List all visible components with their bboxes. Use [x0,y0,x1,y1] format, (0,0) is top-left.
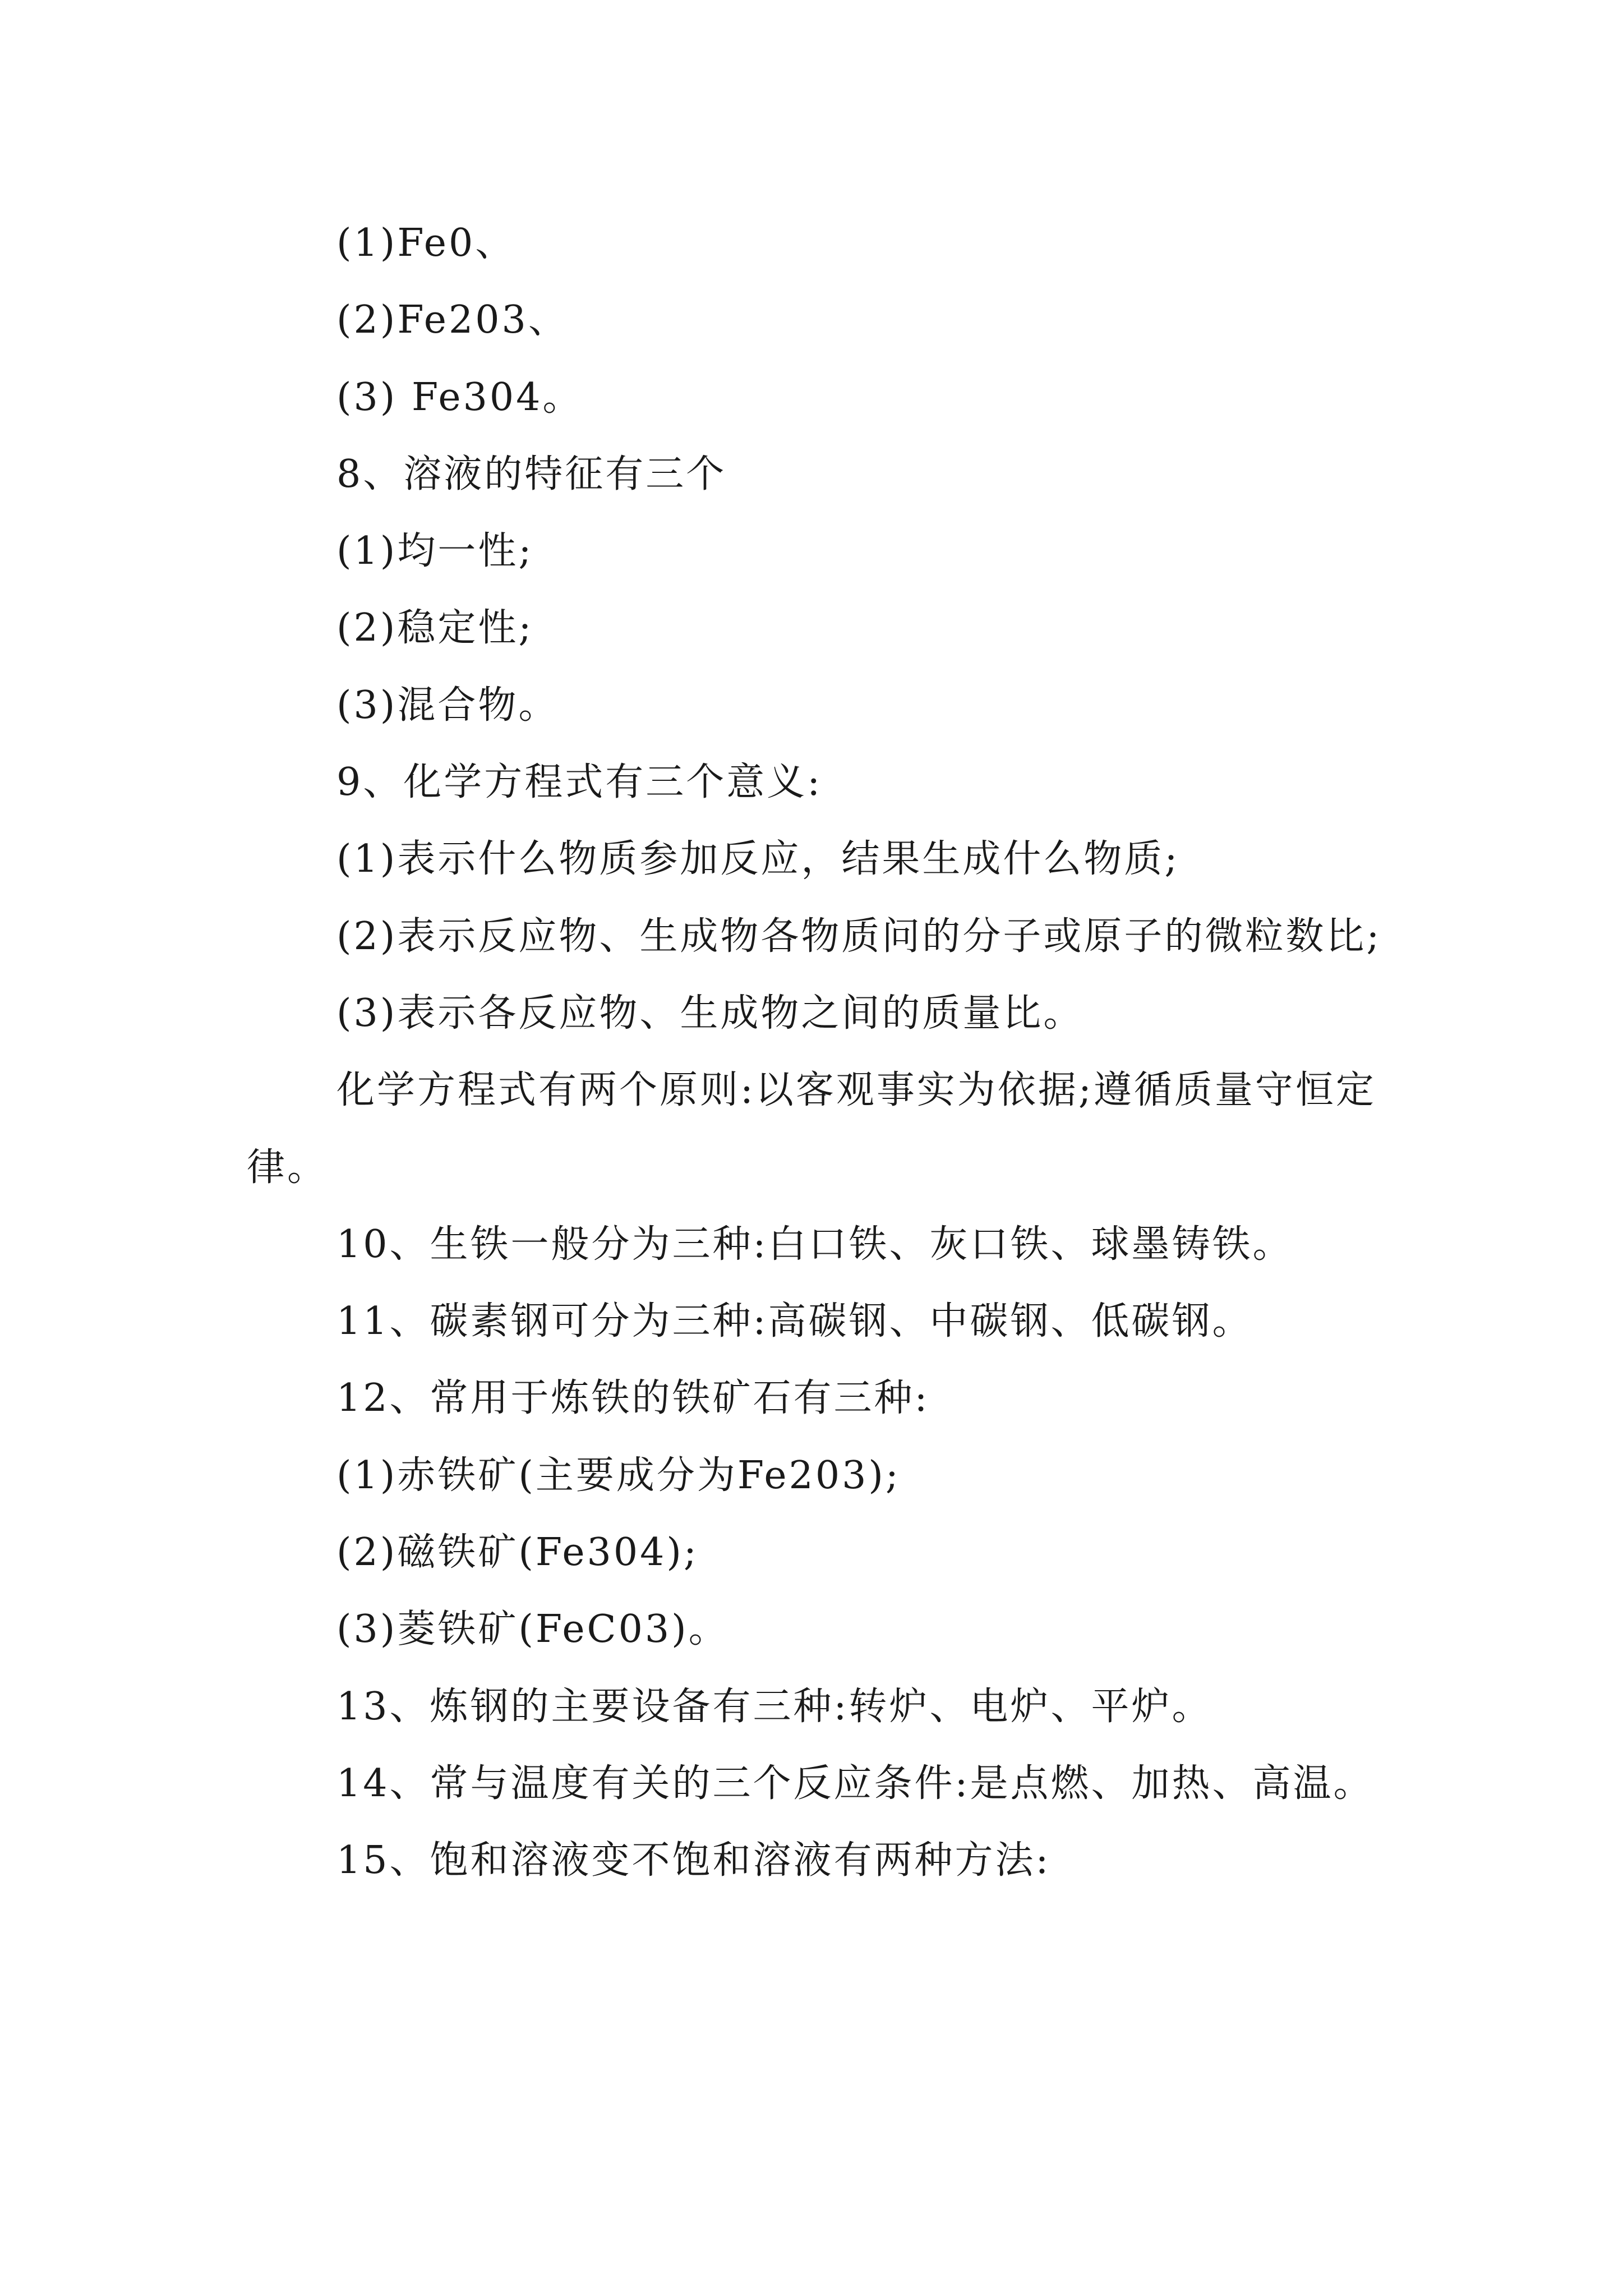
paragraph: (2)表示反应物、生成物各物质问的分子或原子的微粒数比; [336,914,1382,959]
paragraph: (3) Fe304。 [336,375,583,420]
paragraph: (3)混合物。 [336,683,559,728]
paragraph: 14、常与温度有关的三个反应条件:是点燃、加热、高温。 [336,1761,1374,1806]
paragraph: (3)菱铁矿(FeC03)。 [336,1607,729,1652]
paragraph: 化学方程式有两个原则:以客观事实为依据;遵循质量守恒定律。 [247,1068,1376,1190]
paragraph: (1)Fe0、 [336,221,516,265]
paragraph: (2)稳定性; [336,606,534,651]
paragraph: 10、生铁一般分为三种:白口铁、灰口铁、球墨铸铁。 [336,1222,1293,1267]
paragraph: (1)均一性; [336,529,534,574]
paragraph: (2)磁铁矿(Fe304); [336,1530,699,1575]
paragraph: (3)表示各反应物、生成物之间的质量比。 [336,991,1084,1036]
paragraph: 8、溶液的特征有三个 [336,452,727,496]
paragraph: 9、化学方程式有三个意义: [336,760,823,805]
paragraph: 11、碳素钢可分为三种:高碳钢、中碳钢、低碳钢。 [336,1299,1253,1344]
paragraph: 15、饱和溶液变不饱和溶液有两种方法: [336,1838,1051,1883]
paragraph: (2)Fe203、 [336,298,569,343]
paragraph: 12、常用于炼铁的铁矿石有三种: [336,1376,930,1421]
document-body [247,205,1391,1899]
paragraph: 13、炼钢的主要设备有三种:转炉、电炉、平炉。 [336,1684,1212,1729]
paragraph: (1)赤铁矿(主要成分为Fe203); [336,1453,901,1498]
paragraph: (1)表示什么物质参加反应，结果生成什么物质; [336,837,1180,882]
